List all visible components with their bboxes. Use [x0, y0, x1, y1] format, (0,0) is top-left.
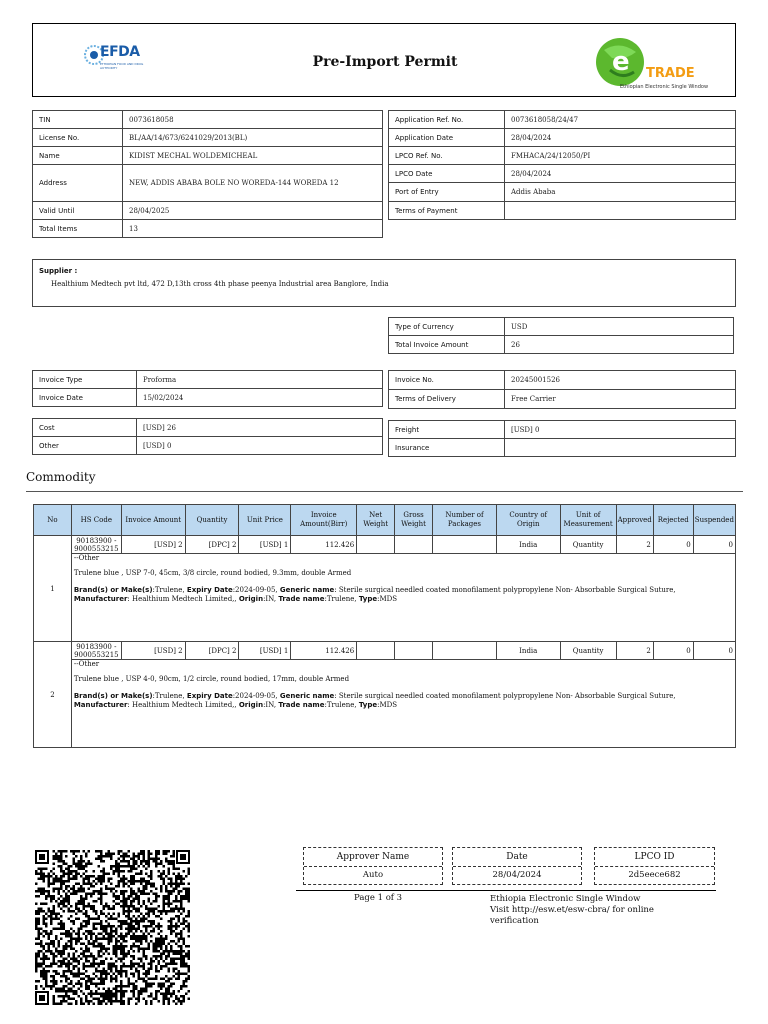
- currency-type-value: USD: [505, 318, 734, 336]
- row-quantity: [DPC] 2: [185, 642, 239, 660]
- col-net-weight: Net Weight: [357, 505, 395, 536]
- generic-label: Generic name: [279, 692, 335, 700]
- license-value: BL/AA/14/673/6241029/2013(BL): [123, 129, 383, 147]
- app-date-value: 28/04/2024: [505, 129, 736, 147]
- valid-until-value: 28/04/2025: [123, 202, 383, 220]
- type-value: :MDS: [377, 595, 398, 603]
- name-label: Name: [33, 147, 123, 165]
- insurance-label: Insurance: [389, 439, 505, 457]
- generic-value: : Sterile surgical needled coated monofilament polypropylene Non- Absorbable Surgical Suture,: [334, 692, 676, 700]
- esw-info: [490, 894, 690, 927]
- insurance-value: [505, 439, 736, 457]
- expiry-label: Expiry Date: [186, 692, 233, 700]
- qr-code-icon: [35, 850, 190, 1005]
- manufacturer-value: : Healthium Medtech Limited,,: [127, 595, 239, 603]
- origin-code-value: :IN,: [263, 701, 279, 709]
- row-packages: [433, 642, 497, 660]
- efda-logo-text: EFDA: [100, 44, 140, 60]
- generic-value: : Sterile surgical needled coated monofilament polypropylene Non- Absorbable Surgical Suture,: [334, 586, 676, 594]
- tin-value: 0073618058: [123, 111, 383, 129]
- lpco-ref-value: FMHACA/24/12050/PI: [505, 147, 736, 165]
- row-no: 1: [34, 536, 72, 642]
- col-hs-code: HS Code: [71, 505, 121, 536]
- verification-qr-code: [35, 850, 190, 1005]
- row-attributes: [74, 692, 733, 710]
- approver-box-divider: [304, 866, 442, 867]
- app-ref-value: 0073618058/24/47: [505, 111, 736, 129]
- port-entry-label: Port of Entry: [389, 183, 505, 202]
- etrade-logo-sub: Ethiopian Electronic Single Window: [620, 84, 709, 90]
- lpco-value: 2d5eece682: [628, 870, 681, 880]
- supplier-label: Supplier :: [39, 267, 78, 275]
- svg-text:e: e: [612, 47, 630, 77]
- origin-code-value: :IN,: [263, 595, 279, 603]
- commodity-heading: Commodity: [26, 470, 96, 484]
- row-suspended: 0: [693, 536, 735, 554]
- esw-verify-link[interactable]: Visit http://esw.et/esw-cbra/ for online verification: [490, 905, 654, 926]
- row-suspended: 0: [693, 642, 735, 660]
- invoice-no-table: [388, 370, 736, 409]
- col-invoice-amount: Invoice Amount: [121, 505, 185, 536]
- app-ref-label: Application Ref. No.: [389, 111, 505, 129]
- row-rejected: 0: [653, 642, 693, 660]
- row-approved: 2: [616, 642, 653, 660]
- row-gross-weight: [395, 642, 433, 660]
- row-approved: 2: [616, 536, 653, 554]
- table-row-detail: [34, 554, 736, 642]
- date-box-divider: [453, 866, 581, 867]
- cost-label: Cost: [33, 419, 137, 437]
- row-description: [71, 660, 735, 748]
- trade-label: Trade name: [278, 701, 325, 709]
- date-value: 28/04/2024: [492, 870, 542, 880]
- row-unit: Quantity: [560, 536, 616, 554]
- manufacturer-label: Manufacturer: [73, 595, 128, 603]
- other-label: Other: [33, 437, 137, 455]
- page-title: Pre-Import Permit: [312, 54, 458, 70]
- total-invoice-label: Total Invoice Amount: [389, 336, 505, 354]
- invoice-no-label: Invoice No.: [389, 371, 505, 390]
- terms-delivery-value: Free Carrier: [505, 390, 736, 409]
- freight-label: Freight: [389, 421, 505, 439]
- expiry-value: :2024-09-05,: [232, 692, 280, 700]
- col-approved: Approved: [616, 505, 653, 536]
- row-amount-birr: 112.426: [291, 536, 357, 554]
- name-value: KIDIST MECHAL WOLDEMICHEAL: [123, 147, 383, 165]
- row-other: --Other: [73, 660, 100, 668]
- row-desc-text: Trulene blue , USP 7-0, 45cm, 3/8 circle, round bodied, 9.3mm, double Armed: [73, 569, 352, 577]
- cost-table: [32, 418, 383, 455]
- terms-delivery-label: Terms of Delivery: [389, 390, 505, 409]
- address-label: Address: [33, 165, 123, 202]
- invoice-date-value: 15/02/2024: [137, 389, 383, 407]
- commodity-divider: [26, 491, 743, 492]
- row-net-weight: [357, 642, 395, 660]
- row-net-weight: [357, 536, 395, 554]
- lpco-box-divider: [595, 866, 714, 867]
- valid-until-label: Valid Until: [33, 202, 123, 220]
- trade-value: :Trulene,: [324, 701, 359, 709]
- table-row: [34, 642, 736, 660]
- approver-label: Approver Name: [336, 852, 410, 862]
- currency-table: [388, 317, 734, 354]
- total-items-label: Total Items: [33, 220, 123, 238]
- terms-payment-value: [505, 202, 736, 220]
- row-hs-code: 90183900 - 9000553215: [71, 642, 121, 660]
- row-invoice-amount: [USD] 2: [121, 536, 185, 554]
- col-quantity: Quantity: [185, 505, 239, 536]
- date-label: Date: [506, 852, 528, 862]
- efda-logo: [84, 38, 148, 74]
- row-quantity: [DPC] 2: [185, 536, 239, 554]
- col-rejected: Rejected: [653, 505, 693, 536]
- approver-value: Auto: [362, 870, 384, 880]
- trade-value: :Trulene,: [324, 595, 359, 603]
- footer-rule: [296, 890, 716, 891]
- row-no: 2: [34, 642, 72, 748]
- origin-label: Origin: [238, 595, 264, 603]
- brand-value: :Trulene,: [152, 692, 187, 700]
- col-amount-birr: Invoice Amount(Birr): [291, 505, 357, 536]
- row-hs-code: 90183900 - 9000553215: [71, 536, 121, 554]
- address-value: NEW, ADDIS ABABA BOLE NO WOREDA-144 WOREDA 12: [123, 165, 383, 202]
- col-unit-price: Unit Price: [239, 505, 291, 536]
- table-row: [34, 536, 736, 554]
- type-value: :MDS: [377, 701, 398, 709]
- application-info-table: [388, 110, 736, 220]
- brand-value: :Trulene,: [152, 586, 187, 594]
- row-desc-text: Trulene blue , USP 4-0, 90cm, 1/2 circle, round bodied, 17mm, double Armed: [73, 675, 350, 683]
- tin-label: TIN: [33, 111, 123, 129]
- col-gross-weight: Gross Weight: [395, 505, 433, 536]
- supplier-value: Healthium Medtech pvt ltd, 472 D,13th cross 4th phase peenya Industrial area Banglore, India: [51, 280, 389, 288]
- col-packages: Number of Packages: [433, 505, 497, 536]
- approver-box: [303, 847, 443, 885]
- currency-type-label: Type of Currency: [389, 318, 505, 336]
- lpco-date-label: LPCO Date: [389, 165, 505, 183]
- freight-table: [388, 420, 736, 457]
- col-suspended: Suspended: [693, 505, 735, 536]
- lpco-date-value: 28/04/2024: [505, 165, 736, 183]
- commodity-table: [33, 504, 736, 748]
- row-unit-price: [USD] 1: [239, 642, 291, 660]
- manufacturer-value: : Healthium Medtech Limited,,: [127, 701, 239, 709]
- expiry-value: :2024-09-05,: [232, 586, 280, 594]
- invoice-type-label: Invoice Type: [33, 371, 137, 389]
- applicant-info-table: [32, 110, 383, 238]
- license-label: License No.: [33, 129, 123, 147]
- invoice-type-table: [32, 370, 383, 407]
- row-packages: [433, 536, 497, 554]
- port-entry-value: Addis Ababa: [505, 183, 736, 202]
- row-attributes: [74, 586, 733, 604]
- brand-label: Brand(s) or Make(s): [73, 692, 153, 700]
- other-value: [USD] 0: [137, 437, 383, 455]
- col-unit: Unit of Measurement: [560, 505, 616, 536]
- row-description: [71, 554, 735, 642]
- app-date-label: Application Date: [389, 129, 505, 147]
- row-origin: India: [496, 536, 560, 554]
- type-label: Type: [358, 595, 378, 603]
- row-amount-birr: 112.426: [291, 642, 357, 660]
- row-other: --Other: [73, 554, 100, 562]
- col-origin: Country of Origin: [496, 505, 560, 536]
- invoice-date-label: Invoice Date: [33, 389, 137, 407]
- page-number: Page 1 of 3: [354, 893, 403, 903]
- total-invoice-value: 26: [505, 336, 734, 354]
- table-row-detail: [34, 660, 736, 748]
- freight-value: [USD] 0: [505, 421, 736, 439]
- trade-label: Trade name: [278, 595, 325, 603]
- row-unit: Quantity: [560, 642, 616, 660]
- etrade-logo: [590, 30, 710, 94]
- esw-title: Ethiopia Electronic Single Window: [490, 894, 641, 904]
- origin-label: Origin: [238, 701, 264, 709]
- efda-logo-sub: ETHIOPIAN FOOD AND DRUG AUTHORITY: [100, 62, 144, 70]
- terms-payment-label: Terms of Payment: [389, 202, 505, 220]
- col-no: No: [34, 505, 72, 536]
- lpco-box: [594, 847, 715, 885]
- date-box: [452, 847, 582, 885]
- row-unit-price: [USD] 1: [239, 536, 291, 554]
- invoice-type-value: Proforma: [137, 371, 383, 389]
- generic-label: Generic name: [279, 586, 335, 594]
- commodity-header-row: [34, 505, 736, 536]
- expiry-label: Expiry Date: [186, 586, 233, 594]
- row-invoice-amount: [USD] 2: [121, 642, 185, 660]
- row-origin: India: [496, 642, 560, 660]
- row-gross-weight: [395, 536, 433, 554]
- total-items-value: 13: [123, 220, 383, 238]
- row-rejected: 0: [653, 536, 693, 554]
- lpco-label: LPCO ID: [634, 852, 675, 862]
- lpco-ref-label: LPCO Ref. No.: [389, 147, 505, 165]
- cost-value: [USD] 26: [137, 419, 383, 437]
- etrade-logo-text: TRADE: [646, 66, 695, 81]
- invoice-no-value: 20245001526: [505, 371, 736, 390]
- manufacturer-label: Manufacturer: [73, 701, 128, 709]
- supplier-box: [32, 259, 736, 307]
- brand-label: Brand(s) or Make(s): [73, 586, 153, 594]
- type-label: Type: [358, 701, 378, 709]
